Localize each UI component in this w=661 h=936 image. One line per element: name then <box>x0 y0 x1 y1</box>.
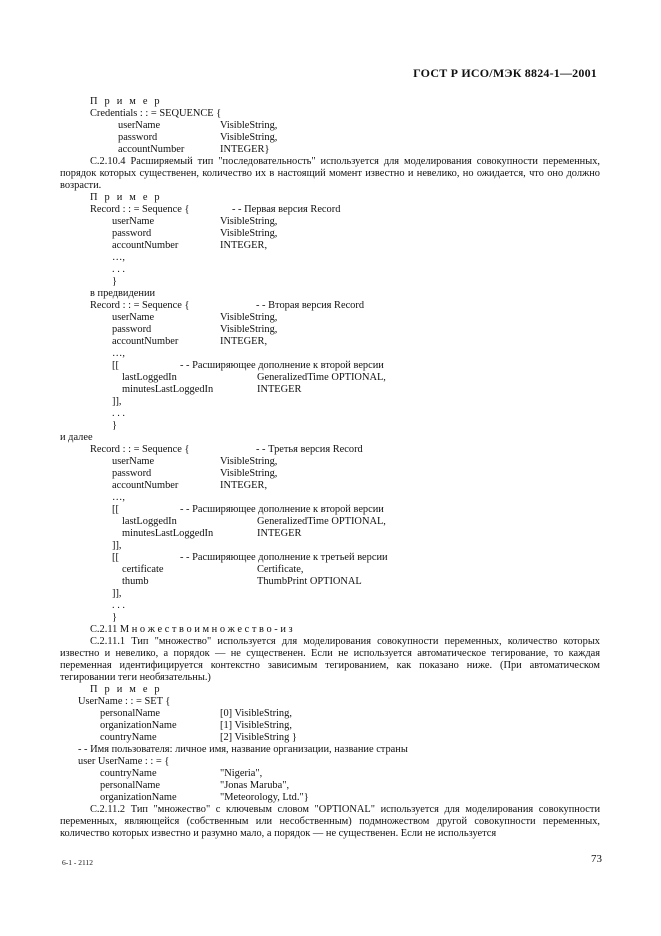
code-line: personalName [0] VisibleString, <box>100 708 292 719</box>
code-line: userName VisibleString, <box>112 312 278 323</box>
code-line: …, <box>112 492 125 503</box>
footer-code: 6-1 - 2112 <box>62 858 93 867</box>
code-line: organizationName "Meteorology, Ltd."} <box>100 792 309 803</box>
code-line: . . . <box>112 408 125 419</box>
user-header: user UserName : : = { <box>78 756 170 767</box>
code-line: accountNumber INTEGER, <box>112 240 268 251</box>
code-line: lastLoggedIn GeneralizedTime OPTIONAL, <box>122 516 386 527</box>
code-line: password VisibleString, <box>112 228 278 239</box>
code-line: accountNumber INTEGER} <box>118 144 270 155</box>
code-line: userName VisibleString, <box>112 216 278 227</box>
code-line: - - Имя пользователя: личное имя, название организации, название страны <box>78 744 408 755</box>
code-line: [[ - - Расширяющее дополнение к третьей версии <box>112 552 388 563</box>
code-line: } <box>112 276 117 287</box>
code-line: . . . <box>112 600 125 611</box>
example-label: П р и м е р <box>90 192 162 203</box>
set-header: UserName : : = SET { <box>78 696 171 707</box>
code-line: userName VisibleString, <box>118 120 278 131</box>
page-body <box>60 96 600 840</box>
code-line: } <box>112 420 117 431</box>
section-heading-c211: С.2.11 М н о ж е с т в о и м н о ж е с т в о - и з <box>90 624 293 635</box>
code-line: userName VisibleString, <box>112 456 278 467</box>
code-line: countryName [2] VisibleString } <box>100 732 297 743</box>
code-line: [[ - - Расширяющее дополнение к второй версии <box>112 504 384 515</box>
code-line: organizationName [1] VisibleString, <box>100 720 292 731</box>
code-line: password VisibleString, <box>118 132 278 143</box>
document-header: ГОСТ Р ИСО/МЭК 8824-1—2001 <box>413 66 597 80</box>
text-line: и далее <box>60 432 93 443</box>
paragraph-c2112: С.2.11.2 Тип "множество" с ключевым словом "OPTIONAL" используется для моделирования совокупности переменных, являющейся (собственным или несобственным) подмножеством другой совокупности переменных, количество которых известно и разумно мало, а порядок — не существенен. Если не используется <box>60 804 600 839</box>
code-line: ]], <box>112 396 122 407</box>
code-line: minutesLastLoggedIn INTEGER <box>122 528 302 539</box>
record-v3-header: Record : : = Sequence { - - Третья версия Record <box>90 444 363 455</box>
example-label: П р и м е р <box>90 684 162 695</box>
code-line: } <box>112 612 117 623</box>
page-number: 73 <box>591 853 602 865</box>
record-v1-header: Record : : = Sequence { - - Первая версия Record <box>90 204 341 215</box>
code-line: ]], <box>112 540 122 551</box>
code-line: personalName "Jonas Maruba", <box>100 780 290 791</box>
paragraph-c2111: С.2.11.1 Тип "множество" используется для моделирования совокупности переменных, количество которых известно и невелико, а порядок — не существенен. Если не используется автоматическое тегирование, то каждая переменная идентифицируется контекстно зависимым тегированием, как показано ниже. (При автоматическом тегировании теги необязательны.) <box>60 636 600 683</box>
code-line: …, <box>112 252 125 263</box>
code-line: …, <box>112 348 125 359</box>
code-line: thumb ThumbPrint OPTIONAL <box>122 576 362 587</box>
code-line: password VisibleString, <box>112 468 278 479</box>
code-line: [[ - - Расширяющее дополнение к второй версии <box>112 360 384 371</box>
code-line: countryName "Nigeria", <box>100 768 263 779</box>
code-line: lastLoggedIn GeneralizedTime OPTIONAL, <box>122 372 386 383</box>
code-line: minutesLastLoggedIn INTEGER <box>122 384 302 395</box>
text-line: в предвидении <box>90 288 156 299</box>
code-line: . . . <box>112 264 125 275</box>
code-line: certificate Certificate, <box>122 564 304 575</box>
code-line: ]], <box>112 588 122 599</box>
code-line: password VisibleString, <box>112 324 278 335</box>
example-label: П р и м е р <box>90 96 162 107</box>
record-v2-header: Record : : = Sequence { - - Вторая версия Record <box>90 300 365 311</box>
code-line: accountNumber INTEGER, <box>112 336 268 347</box>
paragraph-c2104: С.2.10.4 Расширяемый тип "последовательность" используется для моделирования совокупности переменных, порядок которых существенен, количество их в настоящий момент известно и невелико, но ожидается, что оно должно возрасти. <box>60 156 600 191</box>
code-line: accountNumber INTEGER, <box>112 480 268 491</box>
credentials-header: Credentials : : = SEQUENCE { <box>90 108 222 119</box>
